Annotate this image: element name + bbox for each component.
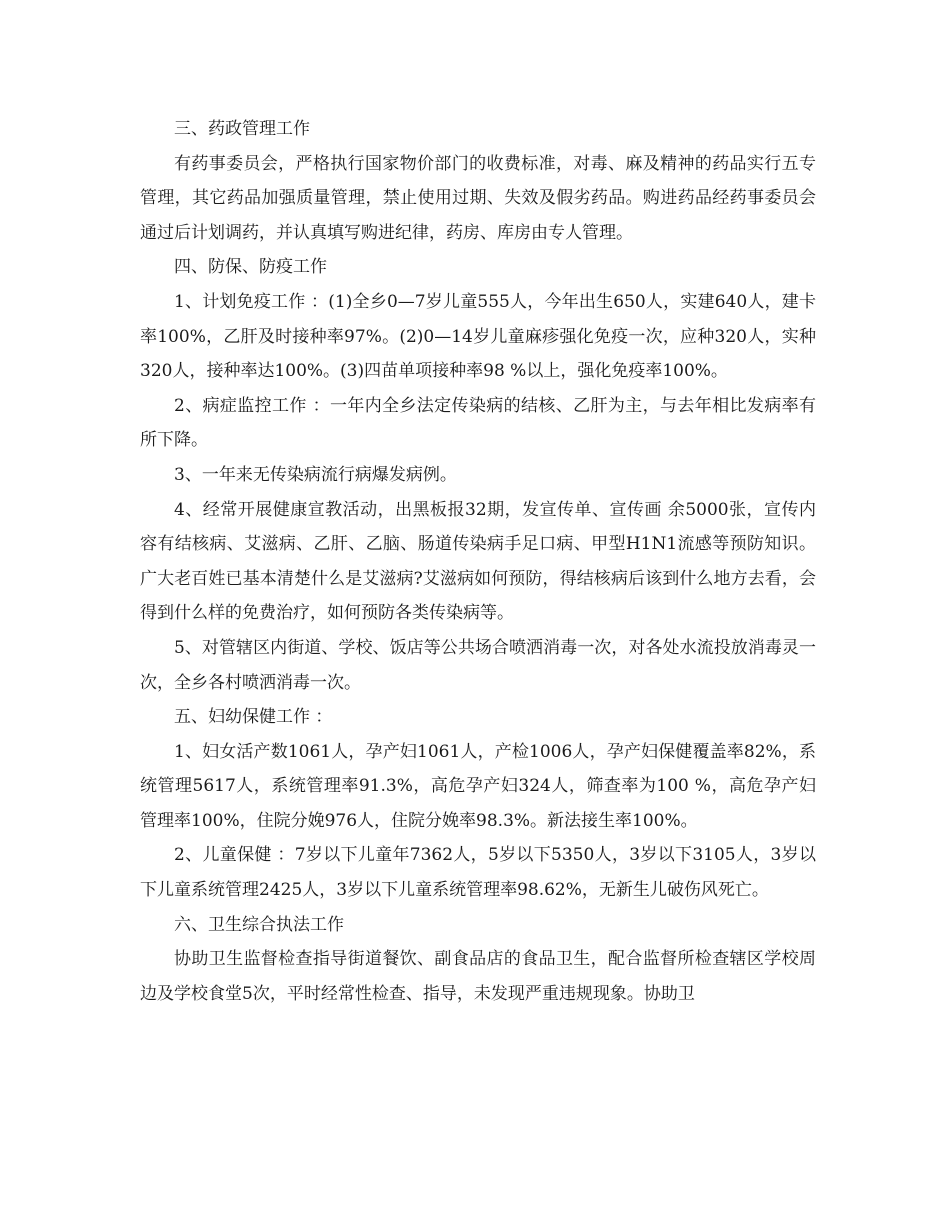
section-heading-epidemic-prevention: 四、防保、防疫工作 (174, 257, 327, 278)
paragraph-maternal-health: 1、妇女活产数1061人，孕产妇1061人，产检1006人，孕产妇保健覆盖率82%，系统管理5617人，系统管理率91.3%，高危孕产妇324人，筛查率为100 %，高危孕产妇管理率100%，住院分娩976人，住院分娩率98.3%。新法接生率100%。 (140, 741, 816, 831)
paragraph-disease-monitoring: 2、病症监控工作 ：一年内全乡法定传染病的结核、乙肝为主，与去年相比发病率有所下降。 (140, 395, 816, 451)
paragraph-health-education: 4、经常开展健康宣教活动，出黑板报32期，发宣传单、宣传画 余5000张，宣传内容有结核病、艾滋病、乙肝、乙脑、肠道传染病手足口病、甲型H1N1流感等预防知识。广大老百姓已基本清楚什么是艾滋病?艾滋病如何预防，得结核病后该到什么地方去看，会得到什么样的免费治疗，如何预防各类传染病等。 (140, 499, 816, 624)
paragraph-drug-administration: 有药事委员会，严格执行国家物价部门的收费标准，对毒、麻及精神的药品实行五专管理，其它药品加强质量管理，禁止使用过期、失效及假劣药品。购进药品经药事委员会通过后计划调药，并认真填写购进纪律，药房、库房由专人管理。 (140, 153, 816, 243)
paragraph-child-health: 2、儿童保健 ：7岁以下儿童年7362人，5岁以下5350人，3岁以下3105人，3岁以下儿童系统管理2425人，3岁以下儿童系统管理率98.62%，无新生儿破伤风死亡。 (140, 845, 816, 901)
section-heading-drug-administration: 三、药政管理工作 (174, 119, 310, 139)
paragraph-immunization: 1、计划免疫工作 ：(1)全乡0—7岁儿童555人，今年出生650人，实建640人，建卡率100%，乙肝及时接种率97%。(2)0—14岁儿童麻疹强化免疫一次，应种320人，实种320人，接种率达100%。(3)四苗单项接种率98 %以上，强化免疫率100%。 (140, 291, 816, 382)
section-heading-maternal-child-health: 五、妇幼保健工作 ： (174, 707, 333, 728)
paragraph-disinfection: 5、对管辖区内街道、学校、饭店等公共场合喷洒消毒一次，对各处水流投放消毒灵一次，全乡各村喷洒消毒一次。 (140, 637, 816, 693)
document-body (140, 112, 816, 1011)
paragraph-health-enforcement: 协助卫生监督检查指导街道餐饮、副食品店的食品卫生，配合监督所检查辖区学校周边及学校食堂5次，平时经常性检查、指导，未发现严重违规现象。协助卫 (140, 949, 816, 1004)
paragraph-no-outbreak: 3、一年来无传染病流行病爆发病例。 (174, 464, 457, 485)
section-heading-health-enforcement: 六、卫生综合执法工作 (174, 914, 344, 935)
